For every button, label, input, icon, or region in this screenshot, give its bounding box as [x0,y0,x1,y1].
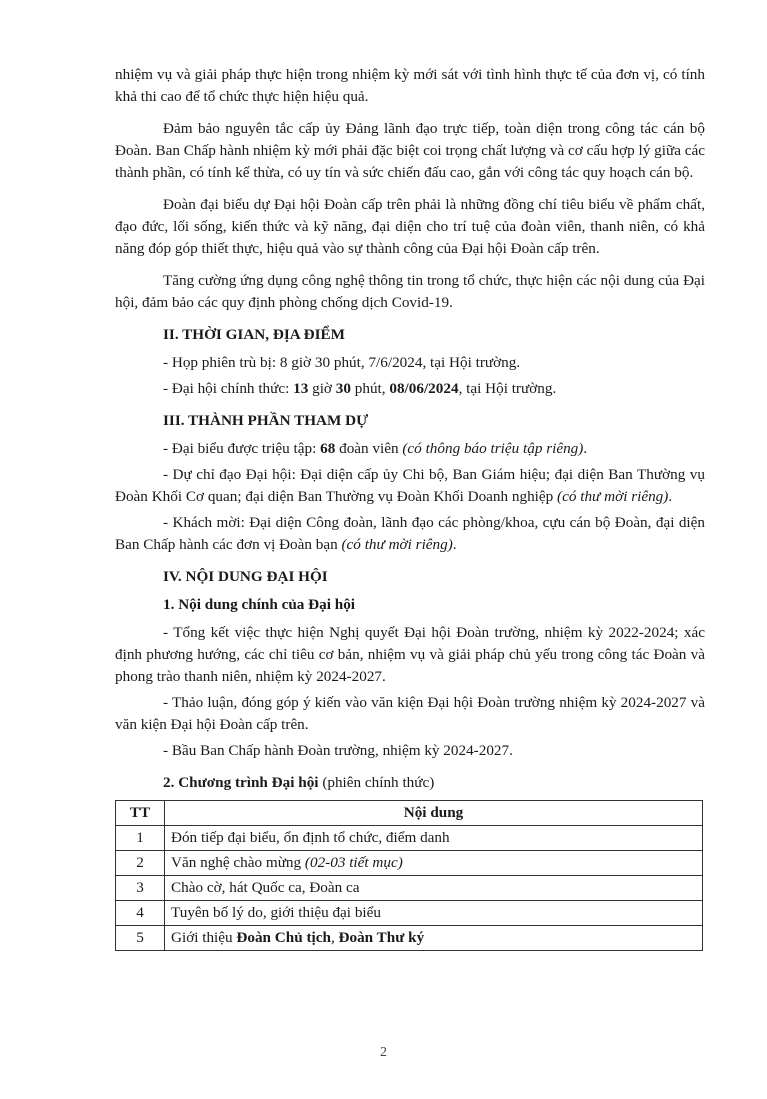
row-content: Tuyên bố lý do, giới thiệu đại biểu [165,901,703,926]
subsection-2-heading [115,772,705,794]
section-2-line-2 [115,378,705,400]
intro-paragraph-2: Đảm bảo nguyên tắc cấp ủy Đảng lãnh đạo trực tiếp, toàn diện trong công tác cán bộ Đoàn. Ban Chấp hành nhiệm kỳ mới phải đặc biệt coi trọng chất lượng và cơ cấu hợp lý giữa các thành phần, có tính kế thừa, có uy tín và sức chiến đấu cao, gắn với công tác quy hoạch cán bộ. [115,120,705,181]
row-note: (02-03 tiết mục) [304,854,403,871]
row-text: Văn nghệ chào mừng [171,854,305,871]
row-number: 3 [116,876,165,901]
table-header-row [116,801,703,826]
column-header-content: Nội dung [165,801,703,826]
section-3-line-2 [115,464,705,508]
subsection-2-title: 2. Chương trình Đại hội [163,774,319,791]
subsection-1-heading: 1. Nội dung chính của Đại hội [163,596,356,613]
line-text: - Đại hội chính thức: [163,380,294,397]
delegate-count: 68 [320,440,336,457]
section-2-line-1: - Họp phiên trù bị: 8 giờ 30 phút, 7/6/2024, tại Hội trường. [163,354,521,371]
minute-value: 30 [335,380,351,397]
row-number: 1 [116,826,165,851]
line-text: đoàn viên [335,440,403,457]
table-row [116,876,703,901]
content-item-3: - Bầu Ban Chấp hành Đoàn trường, nhiệm kỳ 2024-2027. [163,742,513,759]
subsection-2-note: (phiên chính thức) [318,774,435,791]
section-3-line-1 [115,438,705,460]
row-number: 5 [116,926,165,951]
section-2-heading: II. THỜI GIAN, ĐỊA ĐIỂM [163,326,346,343]
content-item-2: - Thảo luận, đóng góp ý kiến vào văn kiện Đại hội Đoàn trường nhiệm kỳ 2024-2027 và văn kiện Đại hội Đoàn cấp trên. [115,694,705,733]
row-text: Giới thiệu [171,929,237,946]
italic-note: (có thư mời riêng) [557,488,669,505]
line-text: - Dự chỉ đạo Đại hội: Đại diện cấp ủy Chi bộ, Ban Giám hiệu; đại diện Ban Thường vụ Đoàn Khối Cơ quan; đại diện Ban Thường vụ Đoàn Khối Doanh nghiệp [115,466,705,505]
document-body [115,64,705,951]
intro-paragraph-3: Đoàn đại biểu dự Đại hội Đoàn cấp trên phải là những đồng chí tiêu biểu về phẩm chất, đạo đức, lối sống, kiến thức và kỹ năng, đại diện cho trí tuệ của đoàn viên, thanh niên, có khả năng đóp góp thiết thực, hiệu quả vào sự thành công của Đại hội Đoàn cấp trên. [115,196,705,257]
section-3-heading: III. THÀNH PHẦN THAM DỰ [163,412,369,429]
section-3-line-3 [115,512,705,556]
row-bold-2: Đoàn Thư ký [338,929,425,946]
line-text: . [583,440,588,457]
row-number: 2 [116,851,165,876]
italic-note: (có thư mời riêng) [341,536,453,553]
content-item-1: - Tổng kết việc thực hiện Nghị quyết Đại hội Đoàn trường, nhiệm kỳ 2022-2024; xác định phương hướng, các chỉ tiêu cơ bản, nhiệm vụ và giải pháp chủ yếu trong công tác Đoàn và phong trào thanh niên, nhiệm kỳ 2024-2027. [115,624,705,685]
line-text: . [668,488,673,505]
table-row [116,926,703,951]
row-content [165,851,703,876]
row-content: Đón tiếp đại biểu, ổn định tổ chức, điểm danh [165,826,703,851]
line-text: - Đại biểu được triệu tập: [163,440,321,457]
date-value: 08/06/2024 [389,380,459,397]
row-number: 4 [116,901,165,926]
table-row [116,901,703,926]
row-content: Chào cờ, hát Quốc ca, Đoàn ca [165,876,703,901]
line-text: . [452,536,457,553]
italic-note: (có thông báo triệu tập riêng) [402,440,584,457]
row-content [165,926,703,951]
table-row [116,851,703,876]
hour-value: 13 [293,380,309,397]
page-number: 2 [380,1045,387,1060]
row-bold-1: Đoàn Chủ tịch [236,929,331,946]
section-4-heading: IV. NỘI DUNG ĐẠI HỘI [163,568,328,585]
intro-paragraph-4: Tăng cường ứng dụng công nghệ thông tin trong tổ chức, thực hiện các nội dung của Đại hội, đảm bảo các quy định phòng chống dịch Covid-19. [115,272,705,311]
column-header-tt: TT [116,801,165,826]
table-row [116,826,703,851]
line-text: - Khách mời: Đại diện Công đoàn, lãnh đạo các phòng/khoa, cựu cán bộ Đoàn, đại diện Ban Chấp hành các đơn vị Đoàn bạn [115,514,705,553]
row-text: , [330,929,339,946]
program-table [115,800,703,951]
intro-paragraph-1: nhiệm vụ và giải pháp thực hiện trong nhiệm kỳ mới sát với tình hình thực tế của đơn vị, có tính khả thi cao để tổ chức thực hiện hiệu quả. [115,66,705,105]
line-text: giờ [308,380,336,397]
line-text: phút, [350,380,390,397]
line-text: , tại Hội trường. [458,380,557,397]
